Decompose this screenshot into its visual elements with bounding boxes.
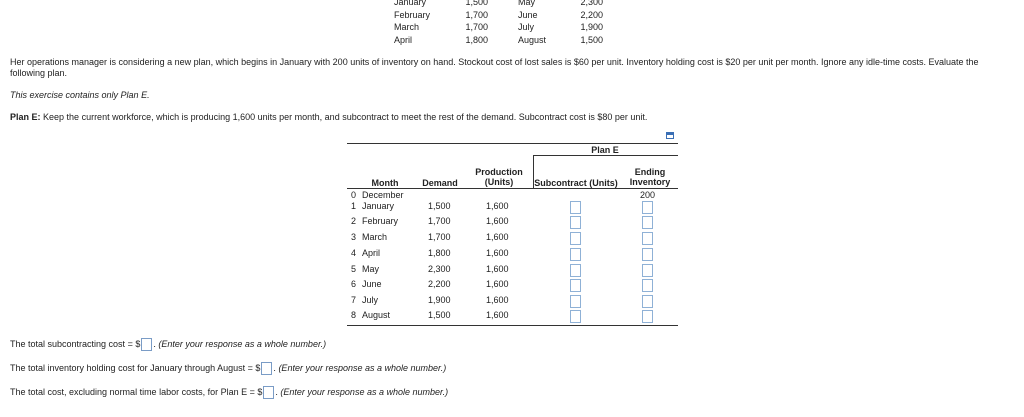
row-demand: 1,500: [428, 310, 451, 320]
row-production: 1,600: [486, 295, 509, 305]
ending-inventory-input[interactable]: [642, 295, 653, 308]
row-month: January: [362, 201, 395, 211]
subcontract-input[interactable]: [570, 232, 581, 245]
top-month: August: [518, 34, 547, 45]
top-months-left: [394, 0, 430, 46]
subcontract-input[interactable]: [570, 279, 581, 292]
top-demand: 1,700: [465, 22, 488, 32]
subcontract-input[interactable]: [570, 201, 581, 214]
row-month: February: [362, 216, 399, 226]
row-production: 1,600: [486, 310, 509, 320]
row-number: 3: [351, 232, 357, 242]
row-number: 5: [351, 264, 357, 274]
row-demand: 1,500: [428, 201, 451, 211]
holding-cost-input[interactable]: [261, 362, 272, 375]
subcontract-input[interactable]: [570, 264, 581, 277]
question-total-cost: [10, 386, 448, 399]
row-number: 4: [351, 248, 357, 258]
plan-header-underline: [533, 155, 678, 156]
row-month: March: [362, 232, 388, 242]
ending-inventory-input[interactable]: [642, 310, 653, 323]
row-number: 8: [351, 310, 357, 320]
top-months-right: [518, 0, 546, 46]
plan-label: Plan E:: [10, 112, 41, 122]
top-month: April: [394, 34, 413, 45]
top-demand: 1,500: [580, 34, 603, 45]
subcontract-input[interactable]: [570, 310, 581, 323]
subcontract-input[interactable]: [570, 248, 581, 261]
row-demand: 1,800: [428, 248, 451, 258]
row-production: 1,600: [486, 232, 509, 242]
top-month: June: [518, 9, 538, 20]
plan-header: Plan E: [591, 145, 619, 155]
decimal-point: .: [273, 362, 276, 373]
decimal-point: .: [153, 338, 156, 349]
header-bottom-border: [347, 188, 678, 189]
top-month: March: [394, 22, 420, 32]
row-number: 0: [351, 190, 357, 200]
question-text: The total subcontracting cost = $: [10, 338, 141, 349]
col-header-production-line1: Production: [475, 167, 523, 177]
row-number: 6: [351, 279, 357, 289]
intro-paragraph-line1: Her operations manager is considering a new plan, which begins in January with 200 units of inventory on hand. Stockout cost of lost sales is $60 per unit. Inventory holding cost is $20 per unit per month. Ignore any idle-time costs. Evaluate the: [10, 57, 979, 67]
row-demand: 1,700: [428, 232, 451, 242]
row-production: 1,600: [486, 264, 509, 274]
top-demand: 2,300: [580, 0, 603, 7]
top-demand: 1,500: [465, 0, 488, 7]
top-month: July: [518, 22, 535, 32]
question-hint: (Enter your response as a whole number.): [158, 338, 327, 349]
top-month: January: [394, 0, 427, 7]
col-header-subcontract: Subcontract (Units): [534, 178, 618, 188]
top-demands-right: [567, 0, 603, 46]
decimal-point: .: [275, 386, 278, 397]
expand-icon[interactable]: [666, 131, 674, 138]
col-header-ending-inventory: [625, 167, 675, 187]
ending-inventory-input[interactable]: [642, 232, 653, 245]
row-number: 1: [351, 201, 357, 211]
ending-inventory-input[interactable]: [642, 201, 653, 214]
col-header-month: Month: [371, 178, 399, 188]
subcontract-input[interactable]: [570, 216, 581, 229]
exercise-note: This exercise contains only Plan E.: [10, 90, 150, 100]
top-demand: 1,800: [465, 34, 488, 45]
table-top-border: [347, 143, 678, 144]
row-demand: 1,900: [428, 295, 451, 305]
row-production: 1,600: [486, 248, 509, 258]
col-header-ending-line2: Inventory: [629, 177, 671, 187]
subcontracting-cost-input[interactable]: [141, 338, 152, 351]
col-header-demand: Demand: [422, 178, 458, 188]
question-text: The total inventory holding cost for January through August = $: [10, 362, 261, 373]
ending-inventory-input[interactable]: [642, 216, 653, 229]
question-text: The total cost, excluding normal time labor costs, for Plan E = $: [10, 386, 263, 397]
top-month: May: [518, 0, 536, 7]
row-demand: 2,200: [428, 279, 451, 289]
subcontract-input[interactable]: [570, 295, 581, 308]
row-production: 1,600: [486, 201, 509, 211]
top-demand: 1,900: [580, 22, 603, 32]
plan-description: [10, 112, 647, 122]
question-holding-cost: [10, 362, 446, 375]
row-number: 2: [351, 216, 357, 226]
row-number: 7: [351, 295, 357, 305]
top-demand: 1,700: [465, 9, 488, 20]
question-subcontracting-cost: [10, 338, 326, 351]
top-demand: 2,200: [580, 9, 603, 20]
total-cost-input[interactable]: [263, 386, 274, 399]
col-header-production: [468, 167, 530, 187]
plan-text: Keep the current workforce, which is producing 1,600 units per month, and subcontract to meet the rest of the demand. Subcontract cost is $80 per unit.: [43, 112, 648, 122]
row-production: 1,600: [486, 216, 509, 226]
row-month: April: [362, 248, 381, 258]
row-demand: 2,300: [428, 264, 451, 274]
col-header-production-line2: (Units): [484, 177, 514, 187]
ending-inventory-input[interactable]: [642, 248, 653, 261]
row-production: 1,600: [486, 279, 509, 289]
question-hint: (Enter your response as a whole number.): [278, 362, 447, 373]
intro-paragraph-line2: following plan.: [10, 68, 68, 78]
top-month: February: [394, 9, 431, 20]
table-bottom-border: [347, 325, 678, 326]
ending-inventory-initial: 200: [640, 190, 656, 200]
top-demands-left: [454, 0, 488, 46]
row-month: December: [362, 190, 404, 200]
ending-inventory-input[interactable]: [642, 264, 653, 277]
col-header-ending-line1: Ending: [634, 167, 666, 177]
row-month: July: [362, 295, 379, 305]
ending-inventory-input[interactable]: [642, 279, 653, 292]
row-month: May: [362, 264, 380, 274]
row-month: June: [362, 279, 382, 289]
row-month: August: [362, 310, 391, 320]
question-hint: (Enter your response as a whole number.): [280, 386, 449, 397]
row-demand: 1,700: [428, 216, 451, 226]
